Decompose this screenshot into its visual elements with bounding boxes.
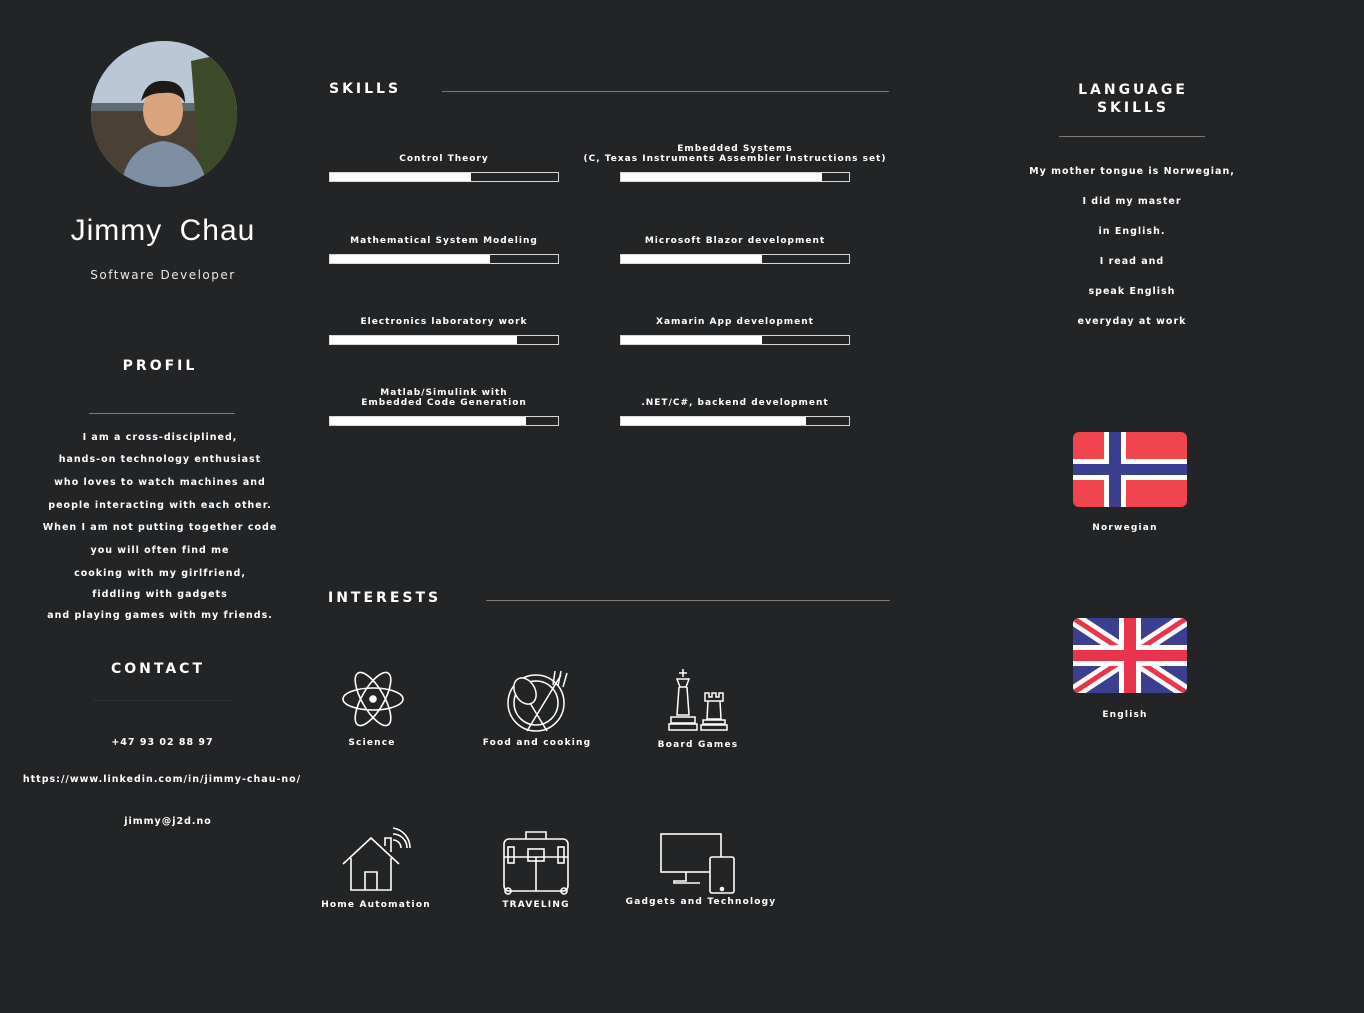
- skill-label: Microsoft Blazor development: [644, 236, 826, 246]
- skill-bar-fill: [330, 417, 526, 425]
- interest-home-automation-label: Home Automation: [321, 900, 431, 910]
- contact-email-link[interactable]: jimmy@j2d.no: [124, 816, 212, 827]
- contact-phone[interactable]: +47 93 02 88 97: [111, 737, 214, 748]
- skill-bar: [329, 254, 559, 264]
- language-line: in English.: [1098, 226, 1166, 237]
- skill-label: Mathematical System Modeling: [350, 236, 538, 246]
- profil-divider: [89, 413, 235, 414]
- contact-divider: [93, 700, 233, 701]
- language-line: everyday at work: [1077, 316, 1187, 327]
- skill-bar: [620, 254, 850, 264]
- skill-bar-fill: [621, 173, 822, 181]
- interests-heading: INTERESTS: [328, 590, 442, 606]
- language-line: My mother tongue is Norwegian,: [1029, 166, 1235, 177]
- job-title: Software Developer: [90, 268, 236, 282]
- cutlery-icon: [503, 667, 571, 735]
- skill-bar-fill: [621, 417, 806, 425]
- profil-heading: PROFIL: [122, 358, 198, 374]
- interest-food-label: Food and cooking: [482, 738, 592, 748]
- interest-traveling-label: TRAVELING: [502, 900, 570, 910]
- profil-line: hands-on technology enthusiast: [58, 454, 262, 465]
- english-label: English: [1102, 710, 1148, 720]
- language-divider: [1059, 136, 1205, 137]
- chess-icon: [665, 667, 731, 733]
- language-line: speak English: [1088, 286, 1176, 297]
- skill-bar-fill: [330, 336, 517, 344]
- norwegian-label: Norwegian: [1092, 523, 1158, 533]
- language-skills-heading: [1033, 81, 1233, 117]
- skill-bar: [329, 335, 559, 345]
- skill-bar: [620, 335, 850, 345]
- avatar: [91, 41, 237, 187]
- contact-heading: CONTACT: [110, 661, 205, 677]
- skill-bar-fill: [621, 255, 762, 263]
- uk-flag-icon: [1073, 618, 1187, 693]
- skill-label: Xamarin App development: [656, 317, 814, 327]
- skill-bar: [329, 416, 559, 426]
- interest-gadgets-label: Gadgets and Technology: [625, 897, 777, 907]
- skill-label: Matlab/Simulink with Embedded Code Generation: [361, 388, 527, 408]
- smart-home-icon: [341, 826, 411, 892]
- atom-icon: [341, 665, 405, 733]
- profil-line: When I am not putting together code: [42, 522, 278, 533]
- interest-boardgames-label: Board Games: [657, 740, 739, 750]
- skill-bar: [620, 172, 850, 182]
- profil-line: cooking with my girlfriend,: [74, 568, 246, 579]
- skill-bar: [620, 416, 850, 426]
- profil-line: fiddling with gadgets: [92, 589, 228, 600]
- profil-line: people interacting with each other.: [48, 500, 272, 511]
- portrait-photo: [91, 41, 237, 187]
- profil-line: and playing games with my friends.: [47, 610, 273, 621]
- skill-bar-fill: [621, 336, 762, 344]
- skill-bar-fill: [330, 173, 471, 181]
- profil-line: who loves to watch machines and: [54, 477, 266, 488]
- skill-label: Embedded Systems (C, Texas Instruments Assembler Instructions set): [583, 144, 887, 164]
- profil-line: I am a cross-disciplined,: [82, 432, 238, 443]
- profil-line: you will often find me: [90, 545, 230, 556]
- skills-divider: [442, 91, 889, 92]
- interest-science-label: Science: [348, 738, 396, 748]
- norway-flag-icon: [1073, 432, 1187, 507]
- skill-bar-fill: [330, 255, 490, 263]
- suitcase-icon: [502, 829, 570, 895]
- language-line: I did my master: [1082, 196, 1182, 207]
- skill-label: .NET/C#, backend development: [641, 398, 829, 408]
- devices-icon: [660, 833, 738, 895]
- language-line: I read and: [1099, 256, 1165, 267]
- language-heading-line2: SKILLS: [1096, 100, 1170, 116]
- interests-divider: [486, 600, 890, 601]
- skills-heading: SKILLS: [329, 81, 402, 97]
- contact-linkedin-link[interactable]: https://www.linkedin.com/in/jimmy-chau-no/: [22, 774, 302, 785]
- skill-bar: [329, 172, 559, 182]
- skill-label: Control Theory: [399, 154, 489, 164]
- skill-label: Electronics laboratory work: [360, 317, 528, 327]
- language-heading-line1: LANGUAGE: [1078, 82, 1188, 98]
- full-name: Jimmy Chau: [70, 214, 256, 247]
